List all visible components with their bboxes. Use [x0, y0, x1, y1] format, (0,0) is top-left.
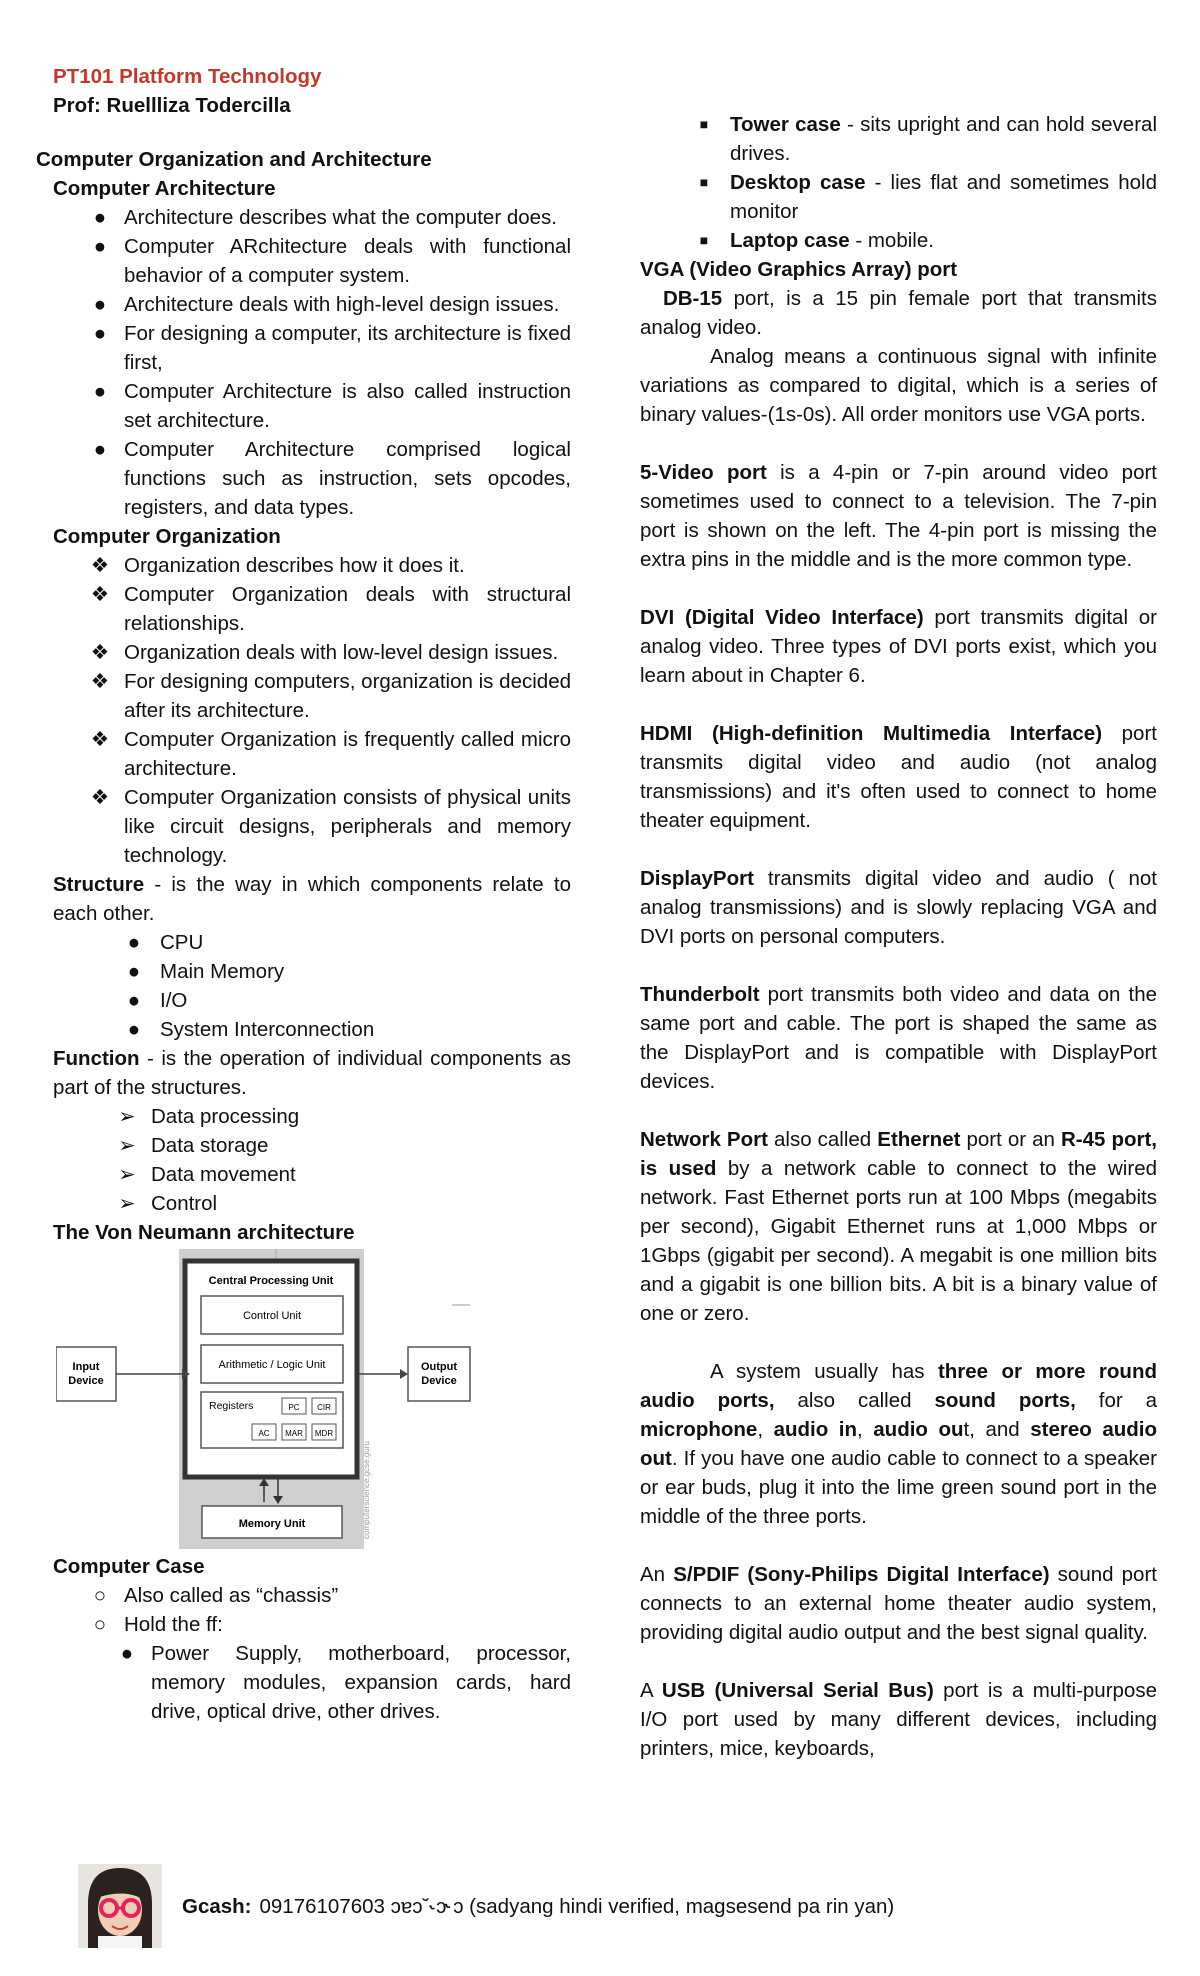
pc-register: PC: [288, 1403, 300, 1412]
mdr-register: MDR: [314, 1429, 334, 1438]
case-sublist: [36, 1639, 571, 1726]
spdif-paragraph: An S/PDIF (Sony-Philips Digital Interface) sound port connects to an external home theater audio system, providing digital audio output and the best signal quality.: [640, 1563, 1157, 1644]
list-item: ❖ Organization describes how it does it.: [90, 554, 465, 577]
list-item: ● I/O: [127, 989, 188, 1012]
case-list: [36, 1581, 571, 1639]
list-item: ● Power Supply, motherboard, processor, memory modules, expansion cards, hard drive, optical drive, other drives.: [120, 1642, 571, 1723]
dvi-paragraph: DVI (Digital Video Interface) port transmits digital or analog video. Three types of DVI ports exist, which you learn about in Chapter 6.: [640, 606, 1157, 687]
structure-paragraph: Structure - is the way in which components relate to each other.: [53, 873, 571, 925]
von-neumann-heading: The Von Neumann architecture: [53, 1221, 355, 1244]
analog-paragraph: Analog means a continuous signal with infinite variations as compared to digital, which is a series of binary values-(1s-0s). All order monitors use VGA ports.: [640, 345, 1157, 426]
list-item: ❖ For designing computers, organization is decided after its architecture.: [90, 670, 571, 722]
thunderbolt-paragraph: Thunderbolt port transmits both video and data on the same port and cable. The port is shaped the same as the DisplayPort and is compatible with DisplayPort devices.: [640, 983, 1157, 1093]
list-item: ● Architecture deals with high-level design issues.: [93, 293, 560, 316]
structure-list: [36, 928, 571, 1044]
input-label-2: Device: [68, 1375, 104, 1387]
hdmi-paragraph: HDMI (High-definition Multimedia Interface) port transmits digital video and audio (not analog transmissions) and it's often used to connect to home theater equipment.: [640, 722, 1157, 832]
displayport-paragraph: DisplayPort transmits digital video and audio ( not analog transmissions) and is slowly replacing VGA and DVI ports on personal computers.: [640, 867, 1157, 948]
left-column: [36, 62, 571, 1726]
network-paragraph: Network Port also called Ethernet port or an R-45 port, is used by a network cable to connect to the wired network. Fast Ethernet ports run at 100 Mbps (megabits per second), Gigabit Ethernet runs at 1,000 Mbps or 1Gbps (gigabit per second). A megabit is one million bits and a gigabit is one billion bits. A bit is a binary value of one or zero.: [640, 1128, 1157, 1325]
course-title: PT101 Platform Technology: [53, 65, 322, 88]
cir-register: CIR: [317, 1403, 331, 1412]
right-column: [640, 110, 1157, 1763]
diagram-watermark: computerscience.gcse.guru: [362, 1441, 371, 1539]
mar-register: MAR: [285, 1429, 303, 1438]
case-heading: Computer Case: [53, 1555, 205, 1578]
cpu-label: Central Processing Unit: [208, 1275, 334, 1287]
output-label-1: Output: [420, 1361, 458, 1373]
von-neumann-diagram: [56, 1249, 496, 1549]
list-item: ● Computer Architecture comprised logical functions such as instruction, sets opcodes, registers, and data types.: [93, 438, 571, 519]
list-item: ❖ Computer Organization consists of physical units like circuit designs, peripherals and memory technology.: [90, 786, 571, 867]
section-title: Computer Organization and Architecture: [36, 148, 432, 171]
memory-unit-label: Memory Unit: [238, 1518, 306, 1530]
vga-heading: VGA (Video Graphics Array) port: [640, 258, 958, 281]
function-list: [36, 1102, 571, 1218]
vga-paragraph: DB-15 port, is a 15 pin female port that transmits analog video.: [640, 287, 1157, 339]
registers-label: Registers: [209, 1400, 254, 1412]
list-item: ● System Interconnection: [127, 1018, 375, 1041]
list-item: ● Computer ARchitecture deals with functional behavior of a computer system.: [93, 235, 571, 287]
function-paragraph: Function - is the operation of individual components as part of the structures.: [53, 1047, 571, 1099]
list-item: ● Computer Architecture is also called instruction set architecture.: [93, 380, 571, 432]
list-item: ➢ Data storage: [118, 1134, 269, 1157]
list-item: ➢ Data processing: [118, 1105, 300, 1128]
list-item: ○ Also called as “chassis”: [93, 1584, 339, 1607]
arch-heading: Computer Architecture: [53, 177, 276, 200]
list-item: ■ Desktop case - lies flat and sometimes hold monitor: [699, 171, 1157, 223]
list-item: ❖ Organization deals with low-level design issues.: [90, 641, 559, 664]
control-unit-label: Control Unit: [242, 1310, 302, 1322]
audio-paragraph: A system usually has three or more round audio ports, also called sound ports, for a microphone, audio in, audio out, and stereo audio out. If you have one audio cable to connect to a speaker or ear buds, plug it into the lime green sound port in the middle of the three ports.: [640, 1360, 1157, 1528]
list-item: ● Architecture describes what the computer does.: [93, 206, 557, 229]
output-label-2: Device: [421, 1375, 457, 1387]
footer: [78, 1864, 1178, 1949]
org-heading: Computer Organization: [53, 525, 281, 548]
list-item: ❖ Computer Organization is frequently called micro architecture.: [90, 728, 571, 780]
arch-list: [36, 203, 571, 522]
usb-paragraph: A USB (Universal Serial Bus) port is a multi-purpose I/O port used by many different devices, including printers, mice, keyboards,: [640, 1679, 1157, 1760]
list-item: ■ Tower case - sits upright and can hold several drives.: [699, 113, 1157, 165]
list-item: ■ Laptop case - mobile.: [699, 229, 934, 252]
ac-register: AC: [258, 1429, 270, 1438]
svideo-paragraph: 5-Video port is a 4-pin or 7-pin around video port sometimes used to connect to a television. The 7-pin port is shown on the left. The 4-pin port is missing the extra pins in the middle and is the more common type.: [640, 461, 1157, 571]
input-label-1: Input: [72, 1361, 100, 1373]
list-item: ● CPU: [127, 931, 204, 954]
gcash-line: Gcash: 09176107603 ɔɐɔ˘⁢˞ɔ˞ɔ (sadyang hindi verified, magsesend pa rin yan): [182, 1895, 895, 1918]
alu-label: Arithmetic / Logic Unit: [218, 1359, 326, 1371]
list-item: ➢ Control: [118, 1192, 218, 1215]
list-item: ❖ Computer Organization deals with structural relationships.: [90, 583, 571, 635]
list-item: ➢ Data movement: [118, 1163, 296, 1186]
avatar: [78, 1864, 162, 1948]
professor-name: Prof: Ruellliza Todercilla: [53, 94, 291, 117]
list-item: ● Main Memory: [127, 960, 285, 983]
case-types-list: [525, 110, 1157, 255]
org-list: [36, 551, 571, 870]
list-item: ● For designing a computer, its architecture is fixed first,: [93, 322, 571, 374]
list-item: ○ Hold the ff:: [93, 1613, 223, 1636]
